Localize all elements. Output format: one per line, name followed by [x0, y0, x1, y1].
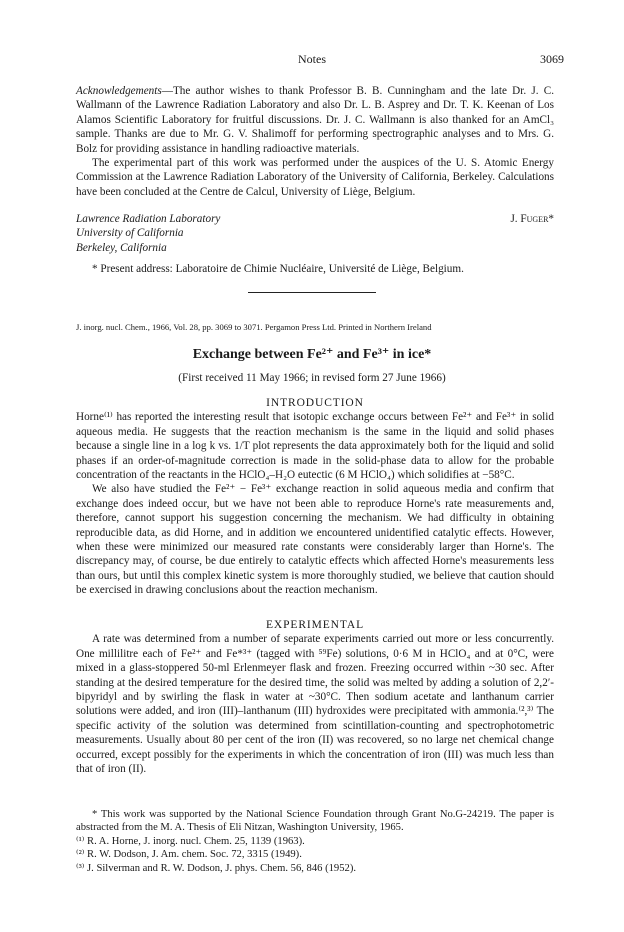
experimental-heading: EXPERIMENTAL	[265, 619, 365, 631]
author-name: J. Fuger*	[510, 213, 554, 225]
present-address-note: * Present address: Laboratoire de Chimie Nucléaire, Université de Liège, Belgium.	[92, 263, 464, 275]
institution-line: University of California	[76, 227, 184, 240]
funding-paragraph: The experimental part of this work was performed under the auspices of the U. S. Atomic Energy Commission at the Lawrence Radiation Laboratory of the University of California, Berkeley. Calculations have been concluded at the Centre de Calcul, University of Liège, Belgium.	[76, 157, 554, 198]
running-head: Notes	[298, 52, 326, 66]
acknowledgements-paragraph	[76, 84, 554, 156]
footnotes	[76, 808, 554, 875]
footnote: ⁽²⁾ R. W. Dodson, J. Am. chem. Soc. 72, 3315 (1949).	[76, 849, 302, 861]
author-signature	[76, 212, 554, 255]
acknowledgements-section	[76, 84, 554, 199]
intro-paragraph: We also have studied the Fe²⁺ − Fe³⁺ exchange reaction in solid aqueous media and confirm that exchange does indeed occur, but we have not been able to reproduce Horne's rate measurements and, therefore, cannot support his suggestion concerning the mechanism. We had difficulty in obtaining reproducible data, as did Horne, and in addition we encountered unidentified catalytic effects. However, when these were minimized our measured rate constants were considerably larger than Horne's. The discrepancy may, of course, be due entirely to catalytic effects which affected Horne's measurements less than ours, but until this complex kinetic system is more thoroughly studied, we believe that caution should be exercised in drawing conclusions about the reaction mechanism.	[76, 483, 554, 597]
footnote: * This work was supported by the National Science Foundation through Grant No.G-24219. The paper is abstracted from the M. A. Thesis of Eli Nitzan, Washington University, 1965.	[76, 809, 554, 834]
acknowledgements-lead: Acknowledgements	[76, 85, 162, 97]
section-divider	[248, 292, 376, 293]
acknowledgements-text: —The author wishes to thank Professor B. B. Cunningham and the late Dr. J. C. Wallmann of the Lawrence Radiation Laboratory and also Dr. L. B. Asprey and Dr. T. K. Keenan of Los Alamos Scientific Laboratory for fruitful discussions. Dr. J. C. Wallmann is also thanked for an AmCl₃ sample. Thanks are due to Mr. G. V. Shalimoff for performing spectrographic analyses and to Mrs. G. Bolz for providing assistance in handling radioactive materials.	[76, 85, 554, 155]
experimental-paragraph: A rate was determined from a number of separate experiments carried out more or less concurrently. One millilitre each of Fe²⁺ and Fe*³⁺ (tagged with ⁵⁹Fe) solutions, 0·6 M in HClO₄ and at 0°C, were mixed in a glass-stoppered 50-ml Erlenmeyer flask and frozen. Freezing occurred within ~30 sec. After standing at the desired temperature for the desired time, the solid was melted by adding a solution of 2,2′-bipyridyl and by swirling the flask in water at ~30°C. Then sodium acetate and lanthanum carrier solutions were added, and iron (III)–lanthanum (III) hydroxides were precipitated with ammonia.⁽²,³⁾ The specific activity of the solution was determined from scintillation-counting and spectrophotometric measurements. Usually about 80 per cent of the iron (II) was recovered, so no large net chemical change occurred, except possibly for the experiments in which the concentration of iron (III) was much less than that of iron (II).	[76, 633, 554, 776]
article-title: Exchange between Fe²⁺ and Fe³⁺ in ice*	[192, 347, 432, 362]
introduction-heading: INTRODUCTION	[266, 397, 364, 409]
page-number: 3069	[540, 52, 564, 66]
footnote: ⁽¹⁾ R. A. Horne, J. inorg. nucl. Chem. 25, 1139 (1963).	[76, 835, 305, 847]
institution-line: Berkeley, California	[76, 241, 167, 254]
introduction-section	[76, 396, 554, 598]
institution-line: Lawrence Radiation Laboratory	[76, 213, 221, 225]
journal-citation: J. inorg. nucl. Chem., 1966, Vol. 28, pp. 3069 to 3071. Pergamon Press Ltd. Printed in Northern Ireland	[76, 322, 432, 332]
footnote: ⁽³⁾ J. Silverman and R. W. Dodson, J. phys. Chem. 56, 846 (1952).	[76, 862, 356, 874]
received-dates: (First received 11 May 1966; in revised form 27 June 1966)	[178, 372, 446, 384]
experimental-section	[76, 618, 554, 776]
intro-paragraph: Horne⁽¹⁾ has reported the interesting result that isotopic exchange occurs between Fe²⁺ and Fe³⁺ in solid aqueous media. He suggests that the reaction mechanism is the same in the liquid and solid phases because a single line in a log k vs. 1/T plot represents the data approximately both for the liquid and solid phases if an order-of-magnitude correction is made in the solid-phase data to allow for the probable concentration of the reactants in the HClO₄–H₂O eutectic (6 M HClO₄) which solidifies at −58°C.	[76, 411, 554, 482]
